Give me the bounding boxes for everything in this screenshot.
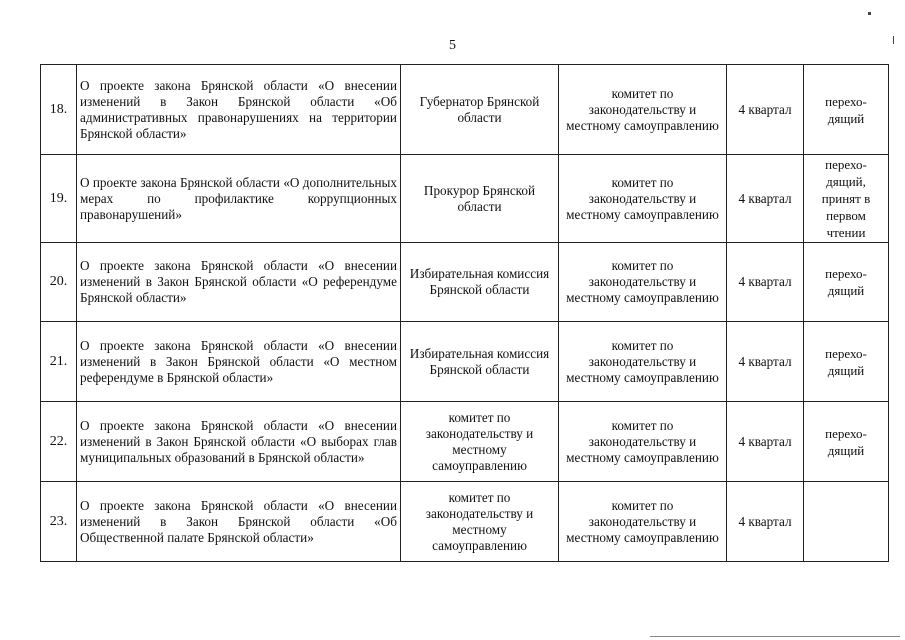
status: перехо-дящий [804, 322, 889, 402]
bill-title: О проекте закона Брянской области «О внесении изменений в Закон Брянской области «Об административных правонарушениях на территории Брянской области» [77, 65, 401, 155]
table-row [41, 243, 889, 322]
initiator: комитет по законодательству и местному самоуправлению [401, 402, 559, 482]
page-number: 5 [449, 38, 456, 53]
bill-title: О проекте закона Брянской области «О внесении изменений в Закон Брянской области «О местном референдуме в Брянской области» [77, 322, 401, 402]
status: перехо-дящий [804, 65, 889, 155]
table-row [41, 65, 889, 155]
row-number: 18. [41, 65, 77, 155]
period: 4 квартал [727, 65, 804, 155]
scan-artifact [893, 36, 894, 44]
period: 4 квартал [727, 155, 804, 243]
responsible-committee: комитет по законодательству и местному самоуправлению [559, 482, 727, 562]
scan-artifact [650, 636, 900, 637]
bill-title: О проекте закона Брянской области «О внесении изменений в Закон Брянской области «О референдуме Брянской области» [77, 243, 401, 322]
bill-title: О проекте закона Брянской области «О дополнительных мерах по профилактике коррупционных правонарушений» [77, 155, 401, 243]
bill-title: О проекте закона Брянской области «О внесении изменений в Закон Брянской области «О выборах глав муниципальных образований в Брянской области» [77, 402, 401, 482]
table-row [41, 155, 889, 243]
table-row [41, 482, 889, 562]
initiator: Избирательная комиссия Брянской области [401, 322, 559, 402]
status: перехо-дящий [804, 243, 889, 322]
responsible-committee: комитет по законодательству и местному самоуправлению [559, 402, 727, 482]
row-number: 21. [41, 322, 77, 402]
row-number: 20. [41, 243, 77, 322]
period: 4 квартал [727, 322, 804, 402]
period: 4 квартал [727, 402, 804, 482]
status: перехо-дящий, принят в первом чтении [804, 155, 889, 243]
initiator: Избирательная комиссия Брянской области [401, 243, 559, 322]
responsible-committee: комитет по законодательству и местному самоуправлению [559, 243, 727, 322]
legislation-plan-table [40, 64, 889, 562]
initiator: Прокурор Брянской области [401, 155, 559, 243]
status: перехо-дящий [804, 402, 889, 482]
responsible-committee: комитет по законодательству и местному самоуправлению [559, 322, 727, 402]
responsible-committee: комитет по законодательству и местному самоуправлению [559, 65, 727, 155]
table-row [41, 402, 889, 482]
scan-artifact [868, 12, 871, 15]
row-number: 22. [41, 402, 77, 482]
table-row [41, 322, 889, 402]
initiator: комитет по законодательству и местному самоуправлению [401, 482, 559, 562]
status [804, 482, 889, 562]
period: 4 квартал [727, 482, 804, 562]
initiator: Губернатор Брянской области [401, 65, 559, 155]
period: 4 квартал [727, 243, 804, 322]
responsible-committee: комитет по законодательству и местному самоуправлению [559, 155, 727, 243]
bill-title: О проекте закона Брянской области «О внесении изменений в Закон Брянской области «Об Общественной палате Брянской области» [77, 482, 401, 562]
row-number: 23. [41, 482, 77, 562]
row-number: 19. [41, 155, 77, 243]
